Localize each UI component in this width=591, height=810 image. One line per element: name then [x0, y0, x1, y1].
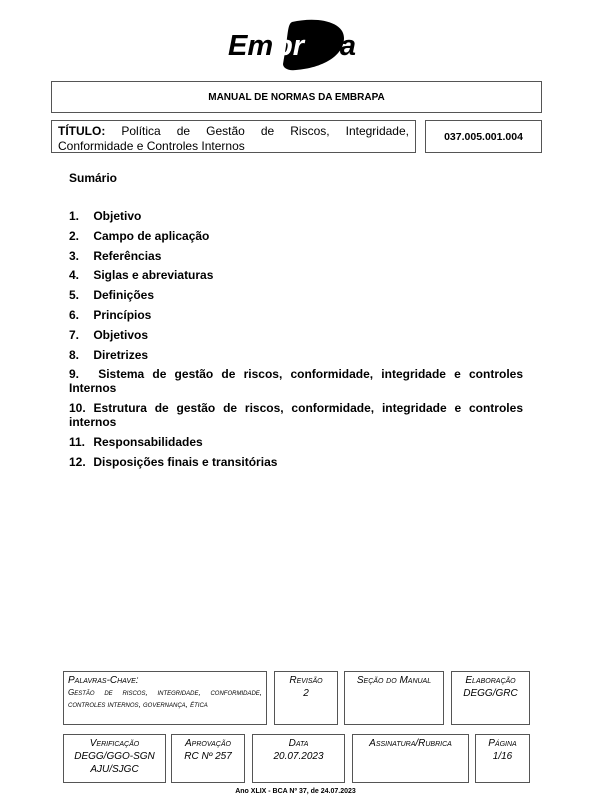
elaboration-value: DEGG/GRC — [463, 688, 518, 699]
manual-section-box — [344, 671, 444, 725]
approval-label: Aprovação — [185, 738, 231, 749]
toc-item: 4. Siglas e abreviaturas — [69, 268, 214, 283]
verification-value-1: DEGG/GGO-SGN — [74, 751, 155, 762]
keywords-label: Palavras-Chave: — [68, 675, 139, 686]
elaboration-label: Elaboração — [465, 675, 516, 686]
toc-item: 1. Objetivo — [69, 209, 142, 223]
title-text: Política de Gestão de Riscos, Integridade, Conformidade e Controles Internos — [58, 124, 409, 153]
toc-item: 5. Definições — [69, 288, 155, 303]
page-box — [475, 734, 530, 783]
date-box — [252, 734, 345, 783]
document-title-box — [51, 120, 416, 153]
toc-item: 11. Responsabilidades — [69, 434, 203, 449]
signature-box — [352, 734, 469, 783]
approval-box — [171, 734, 245, 783]
approval-value: RC Nº 257 — [184, 751, 232, 762]
svg-text:br: br — [275, 30, 304, 62]
title-label: TÍTULO: — [58, 124, 106, 138]
verification-label: Verificação — [89, 738, 140, 749]
revision-label: Revisão — [289, 675, 323, 686]
table-of-contents — [69, 209, 523, 475]
toc-item: 8. Diretrizes — [69, 347, 149, 362]
signature-label: Assinatura/Rubrica — [369, 738, 452, 749]
toc-item: 6. Princípios — [69, 307, 152, 322]
date-value: 20.07.2023 — [273, 751, 324, 762]
verification-value-2: AJU/SJGC — [90, 764, 139, 775]
elaboration-box — [451, 671, 530, 725]
keywords-box — [63, 671, 267, 725]
toc-item: 3. Referências — [69, 248, 162, 263]
toc-item: 9. Sistema de gestão de riscos, conformidade, integridade e controles Internos — [69, 367, 524, 396]
page-number: 1/16 — [492, 751, 513, 762]
toc-item: 2. Campo de aplicação — [69, 228, 210, 243]
publication-line: Ano XLIX - BCA Nº 37, de 24.07.2023 — [235, 788, 356, 795]
document-code-box — [425, 120, 542, 153]
svg-text:Em: Em — [228, 30, 274, 62]
svg-text:apa: apa — [306, 30, 356, 62]
manual-section-label: Seção do Manual — [356, 675, 432, 686]
toc-item: 10. Estrutura de gestão de riscos, conformidade, integridade e controles internos — [69, 401, 523, 430]
summary-heading: Sumário — [69, 171, 118, 185]
manual-header — [51, 81, 542, 113]
embrapa-logo — [226, 18, 362, 72]
page-label: Página — [488, 738, 517, 749]
toc-item: 7. Objetivos — [69, 327, 149, 342]
revision-box — [274, 671, 338, 725]
document-code: 037.005.001.004 — [444, 130, 523, 143]
revision-value: 2 — [303, 688, 309, 699]
toc-item: 12. Disposições finais e transitórias — [69, 454, 278, 469]
manual-title: MANUAL DE NORMAS DA EMBRAPA — [208, 91, 385, 103]
keywords-text: Gestão de riscos, integridade, conformidade, controles internos, governança, ética — [68, 688, 262, 709]
verification-box — [63, 734, 166, 783]
date-label: Data — [288, 738, 309, 749]
